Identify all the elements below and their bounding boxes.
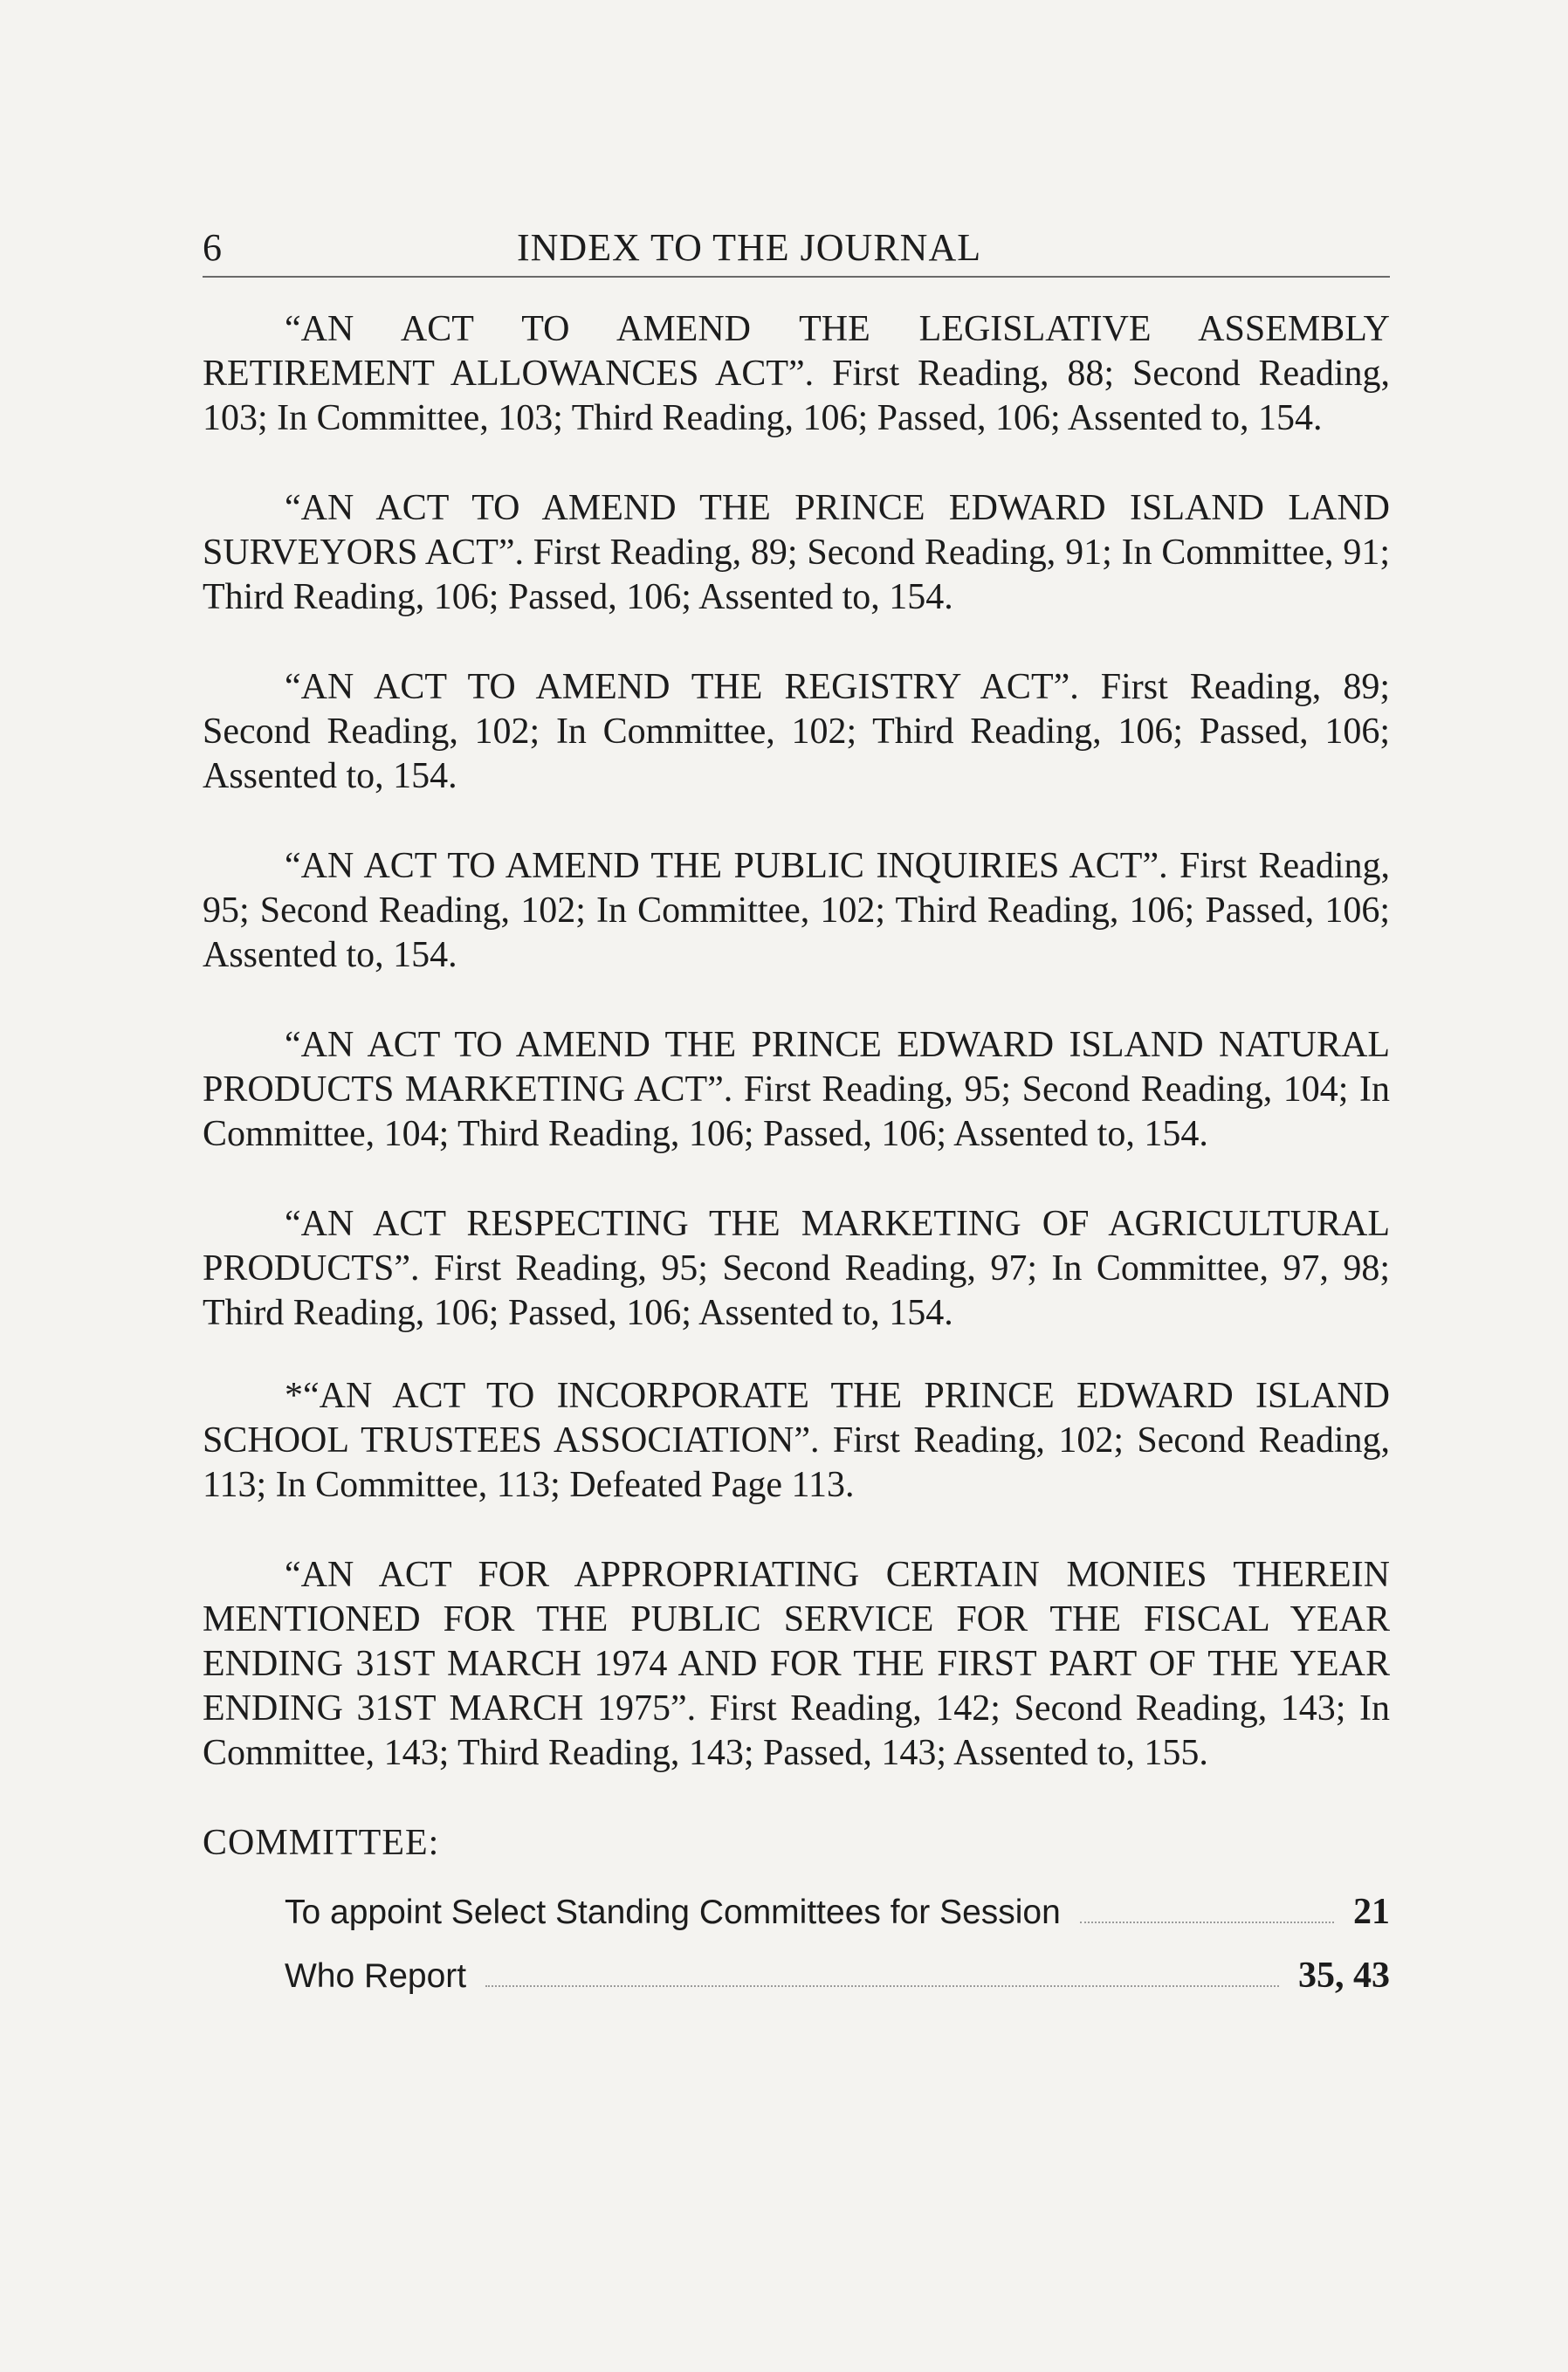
committee-label: Who Report: [285, 1957, 467, 1995]
dot-leader: [1080, 1921, 1334, 1923]
committee-pages: 21: [1353, 1892, 1390, 1932]
committee-heading: COMMITTEE:: [203, 1823, 440, 1863]
committee-label: To appoint Select Standing Committees for Session: [285, 1894, 1061, 1931]
index-entry: “AN ACT RESPECTING THE MARKETING OF AGRICULTURAL PRODUCTS”. First Reading, 95; Second Reading, 97; In Committee, 97, 98; Third Reading, 106; Passed, 106; Assented to, 154.: [203, 1204, 1390, 1333]
index-entry: “AN ACT TO AMEND THE PRINCE EDWARD ISLAND LAND SURVEYORS ACT”. First Reading, 89; Second Reading, 91; In Committee, 91; Third Reading, 106; Passed, 106; Assented to, 154.: [203, 488, 1390, 617]
index-entries: [203, 307, 1390, 2018]
committee-row: [285, 1954, 1390, 1998]
index-entry: “AN ACT TO AMEND THE LEGISLATIVE ASSEMBLY RETIREMENT ALLOWANCES ACT”. First Reading, 88; Second Reading, 103; In Committee, 103; Third Reading, 106; Passed, 106; Assented to, 154.: [203, 309, 1390, 438]
committee-pages: 35, 43: [1298, 1956, 1390, 1996]
committee-row: [285, 1890, 1390, 1935]
page-header: [203, 225, 1390, 278]
index-entry: *“AN ACT TO INCORPORATE THE PRINCE EDWARD ISLAND SCHOOL TRUSTEES ASSOCIATION”. First Reading, 102; Second Reading, 113; In Committee, 113; Defeated Page 113.: [203, 1376, 1390, 1505]
running-head: INDEX TO THE JOURNAL: [517, 226, 982, 269]
index-entry: “AN ACT TO AMEND THE REGISTRY ACT”. First Reading, 89; Second Reading, 102; In Committee, 102; Third Reading, 106; Passed, 106; Assented to, 154.: [203, 667, 1390, 796]
index-entry: “AN ACT FOR APPROPRIATING CERTAIN MONIES THEREIN MENTIONED FOR THE PUBLIC SERVICE FOR THE FISCAL YEAR ENDING 31ST MARCH 1974 AND FOR THE FIRST PART OF THE YEAR ENDING 31ST MARCH 1975”. First Reading, 142; Second Reading, 143; In Committee, 143; Third Reading, 143; Passed, 143; Assented to, 155.: [203, 1555, 1390, 1773]
page-number: 6: [203, 226, 222, 269]
index-entry: “AN ACT TO AMEND THE PUBLIC INQUIRIES ACT”. First Reading, 95; Second Reading, 102; In Committee, 102; Third Reading, 106; Passed, 106; Assented to, 154.: [203, 846, 1390, 975]
dot-leader: [485, 1984, 1279, 1987]
index-entry: “AN ACT TO AMEND THE PRINCE EDWARD ISLAND NATURAL PRODUCTS MARKETING ACT”. First Reading, 95; Second Reading, 104; In Committee, 104; Third Reading, 106; Passed, 106; Assented to, 154.: [203, 1025, 1390, 1154]
